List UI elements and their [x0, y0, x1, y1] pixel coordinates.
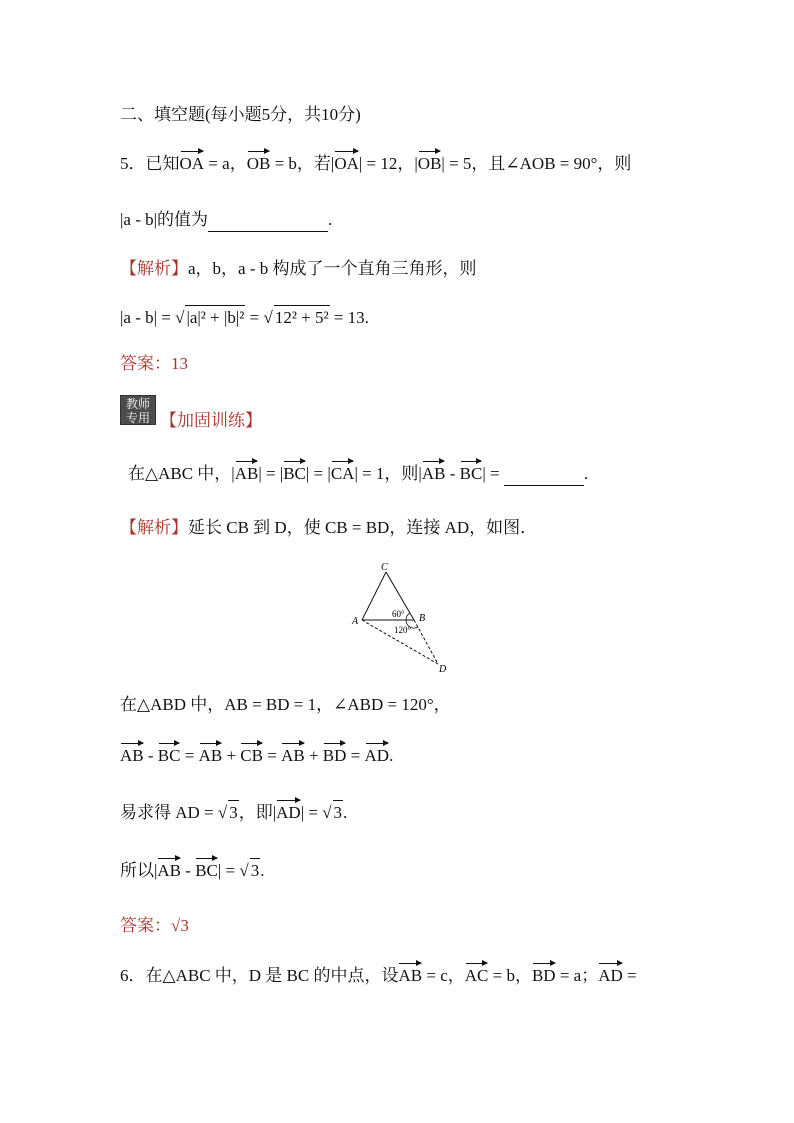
label-a: A	[352, 616, 359, 627]
so-prefix: 所以|	[120, 861, 158, 880]
op-eq-3: =	[346, 746, 365, 765]
so-vector-ab: AB	[157, 859, 181, 883]
practice-answer-blank	[504, 469, 584, 486]
easy-period: .	[343, 803, 348, 822]
answer-value: 13	[171, 354, 188, 373]
vector-bc: BC	[283, 462, 306, 486]
q5-eq-ob: | = 5，且∠AOB = 90°，则	[441, 154, 632, 173]
eq-vector-ab: AB	[120, 744, 144, 768]
teacher-only-badge	[120, 395, 156, 425]
question-6-stem	[120, 964, 637, 988]
easy-result-line	[120, 800, 347, 825]
q5-eq-b: = b，若|	[270, 154, 335, 173]
easy-end: | = √	[300, 803, 332, 822]
practice-period: .	[583, 464, 589, 483]
question-5-stem	[120, 152, 631, 176]
q6-eq-end: =	[622, 966, 637, 985]
q6-eq-c: = c，	[422, 966, 465, 985]
solution-text: a，b，a - b 构成了一个直角三角形，则	[188, 259, 477, 278]
q5-end: .	[328, 210, 333, 229]
vector-ab: AB	[235, 462, 259, 486]
angle-label-60: 60°	[392, 609, 405, 619]
q6-vector-ad: AD	[598, 964, 623, 988]
q6-vector-ac: AC	[465, 964, 489, 988]
q6-prefix: 6．在△ABC 中，D 是 BC 的中点，设	[120, 966, 399, 985]
vector-equation	[120, 744, 393, 768]
vector-ob-abs: OB	[418, 152, 442, 176]
edge-ca	[362, 572, 386, 620]
practice-solution-text: 延长 CB 到 D，使 CB = BD，连接 AD，如图．	[188, 518, 538, 537]
edge-bd	[414, 620, 438, 664]
angle-label-120: 120°	[394, 625, 412, 635]
label-d: D	[439, 664, 447, 675]
easy-mid: ，即|	[238, 803, 277, 822]
q6-vector-ab: AB	[398, 964, 422, 988]
radicand-1: |a|² + |b|²	[185, 305, 245, 330]
formula-left: |a - b| = √	[120, 308, 185, 327]
practice-stem	[128, 462, 588, 486]
q5-formula	[120, 305, 369, 330]
q5-eq-oa: | = 12，|	[358, 154, 418, 173]
eq-vector-bc: BC	[158, 744, 181, 768]
practice-solution	[120, 516, 537, 540]
so-end: | = √	[217, 861, 249, 880]
practice-prefix: 在△ABC 中，|	[128, 464, 235, 483]
easy-radicand: 3	[228, 800, 239, 825]
section-title: 二、填空题(每小题5分，共10分)	[120, 105, 361, 124]
eq-vector-ab-3: AB	[281, 744, 305, 768]
easy-vector-ad: AD	[276, 801, 301, 825]
angle-arc-60	[406, 613, 410, 620]
q6-eq-a: = a；	[555, 966, 599, 985]
op-plus-1: +	[222, 746, 241, 765]
label-b: B	[419, 613, 426, 624]
eq-vector-cb: CB	[240, 744, 263, 768]
practice-sep3: | = 1，则|	[354, 464, 422, 483]
triangle-figure	[348, 560, 452, 676]
practice-sep1: | = |	[258, 464, 284, 483]
q5-solution	[120, 257, 477, 281]
practice-stem-end: | =	[482, 464, 504, 483]
formula-end: = 13.	[329, 308, 369, 327]
vector-ob: OB	[247, 152, 271, 176]
solution-label: 【解析】	[120, 259, 188, 278]
radicand-2: 12² + 5²	[274, 305, 330, 330]
vector-ca: CA	[331, 462, 355, 486]
so-radicand: 3	[250, 858, 261, 883]
so-period: .	[260, 861, 265, 880]
label-c: C	[381, 562, 388, 573]
answer-label: 答案：	[120, 354, 171, 373]
vector-bc-2: BC	[460, 462, 483, 486]
so-vector-bc: BC	[195, 859, 218, 883]
eq-vector-bd: BD	[323, 744, 347, 768]
practice-answer-label: 答案：	[120, 916, 171, 935]
vector-oa-abs: OA	[334, 152, 359, 176]
q6-vector-bd: BD	[532, 964, 556, 988]
eq-end: .	[389, 746, 394, 765]
triangle-abd-line: 在△ABD 中，AB = BD = 1，∠ABD = 120°，	[120, 695, 451, 714]
q5-answer	[120, 352, 188, 376]
q5-prefix: 5．已知	[120, 154, 180, 173]
formula-mid: = √	[245, 308, 273, 327]
practice-sep2: | = |	[305, 464, 331, 483]
vector-oa: OA	[180, 152, 205, 176]
op-minus: -	[143, 746, 158, 765]
practice-answer-value: √3	[171, 916, 189, 935]
practice-minus: -	[445, 464, 460, 483]
conclusion-line	[120, 858, 264, 883]
badge-line-1: 教师	[125, 397, 150, 411]
q5-expr: |a - b|的值为	[120, 210, 209, 229]
practice-title: 【加固训练】	[160, 411, 262, 430]
q6-eq-b: = b，	[488, 966, 532, 985]
practice-answer	[120, 914, 189, 938]
vector-ab-2: AB	[422, 462, 446, 486]
eq-vector-ab-2: AB	[199, 744, 223, 768]
q5-eq-a: = a，	[204, 154, 247, 173]
op-plus-2: +	[304, 746, 323, 765]
eq-vector-ad: AD	[365, 744, 390, 768]
practice-solution-label: 【解析】	[120, 518, 188, 537]
so-minus: -	[181, 861, 196, 880]
op-eq-1: =	[180, 746, 199, 765]
easy-radicand-2: 3	[333, 800, 344, 825]
easy-prefix: 易求得 AD = √	[120, 803, 228, 822]
question-5-ask	[120, 208, 332, 232]
badge-line-2: 专用	[125, 411, 150, 425]
op-eq-2: =	[262, 746, 282, 765]
answer-blank	[208, 215, 328, 232]
